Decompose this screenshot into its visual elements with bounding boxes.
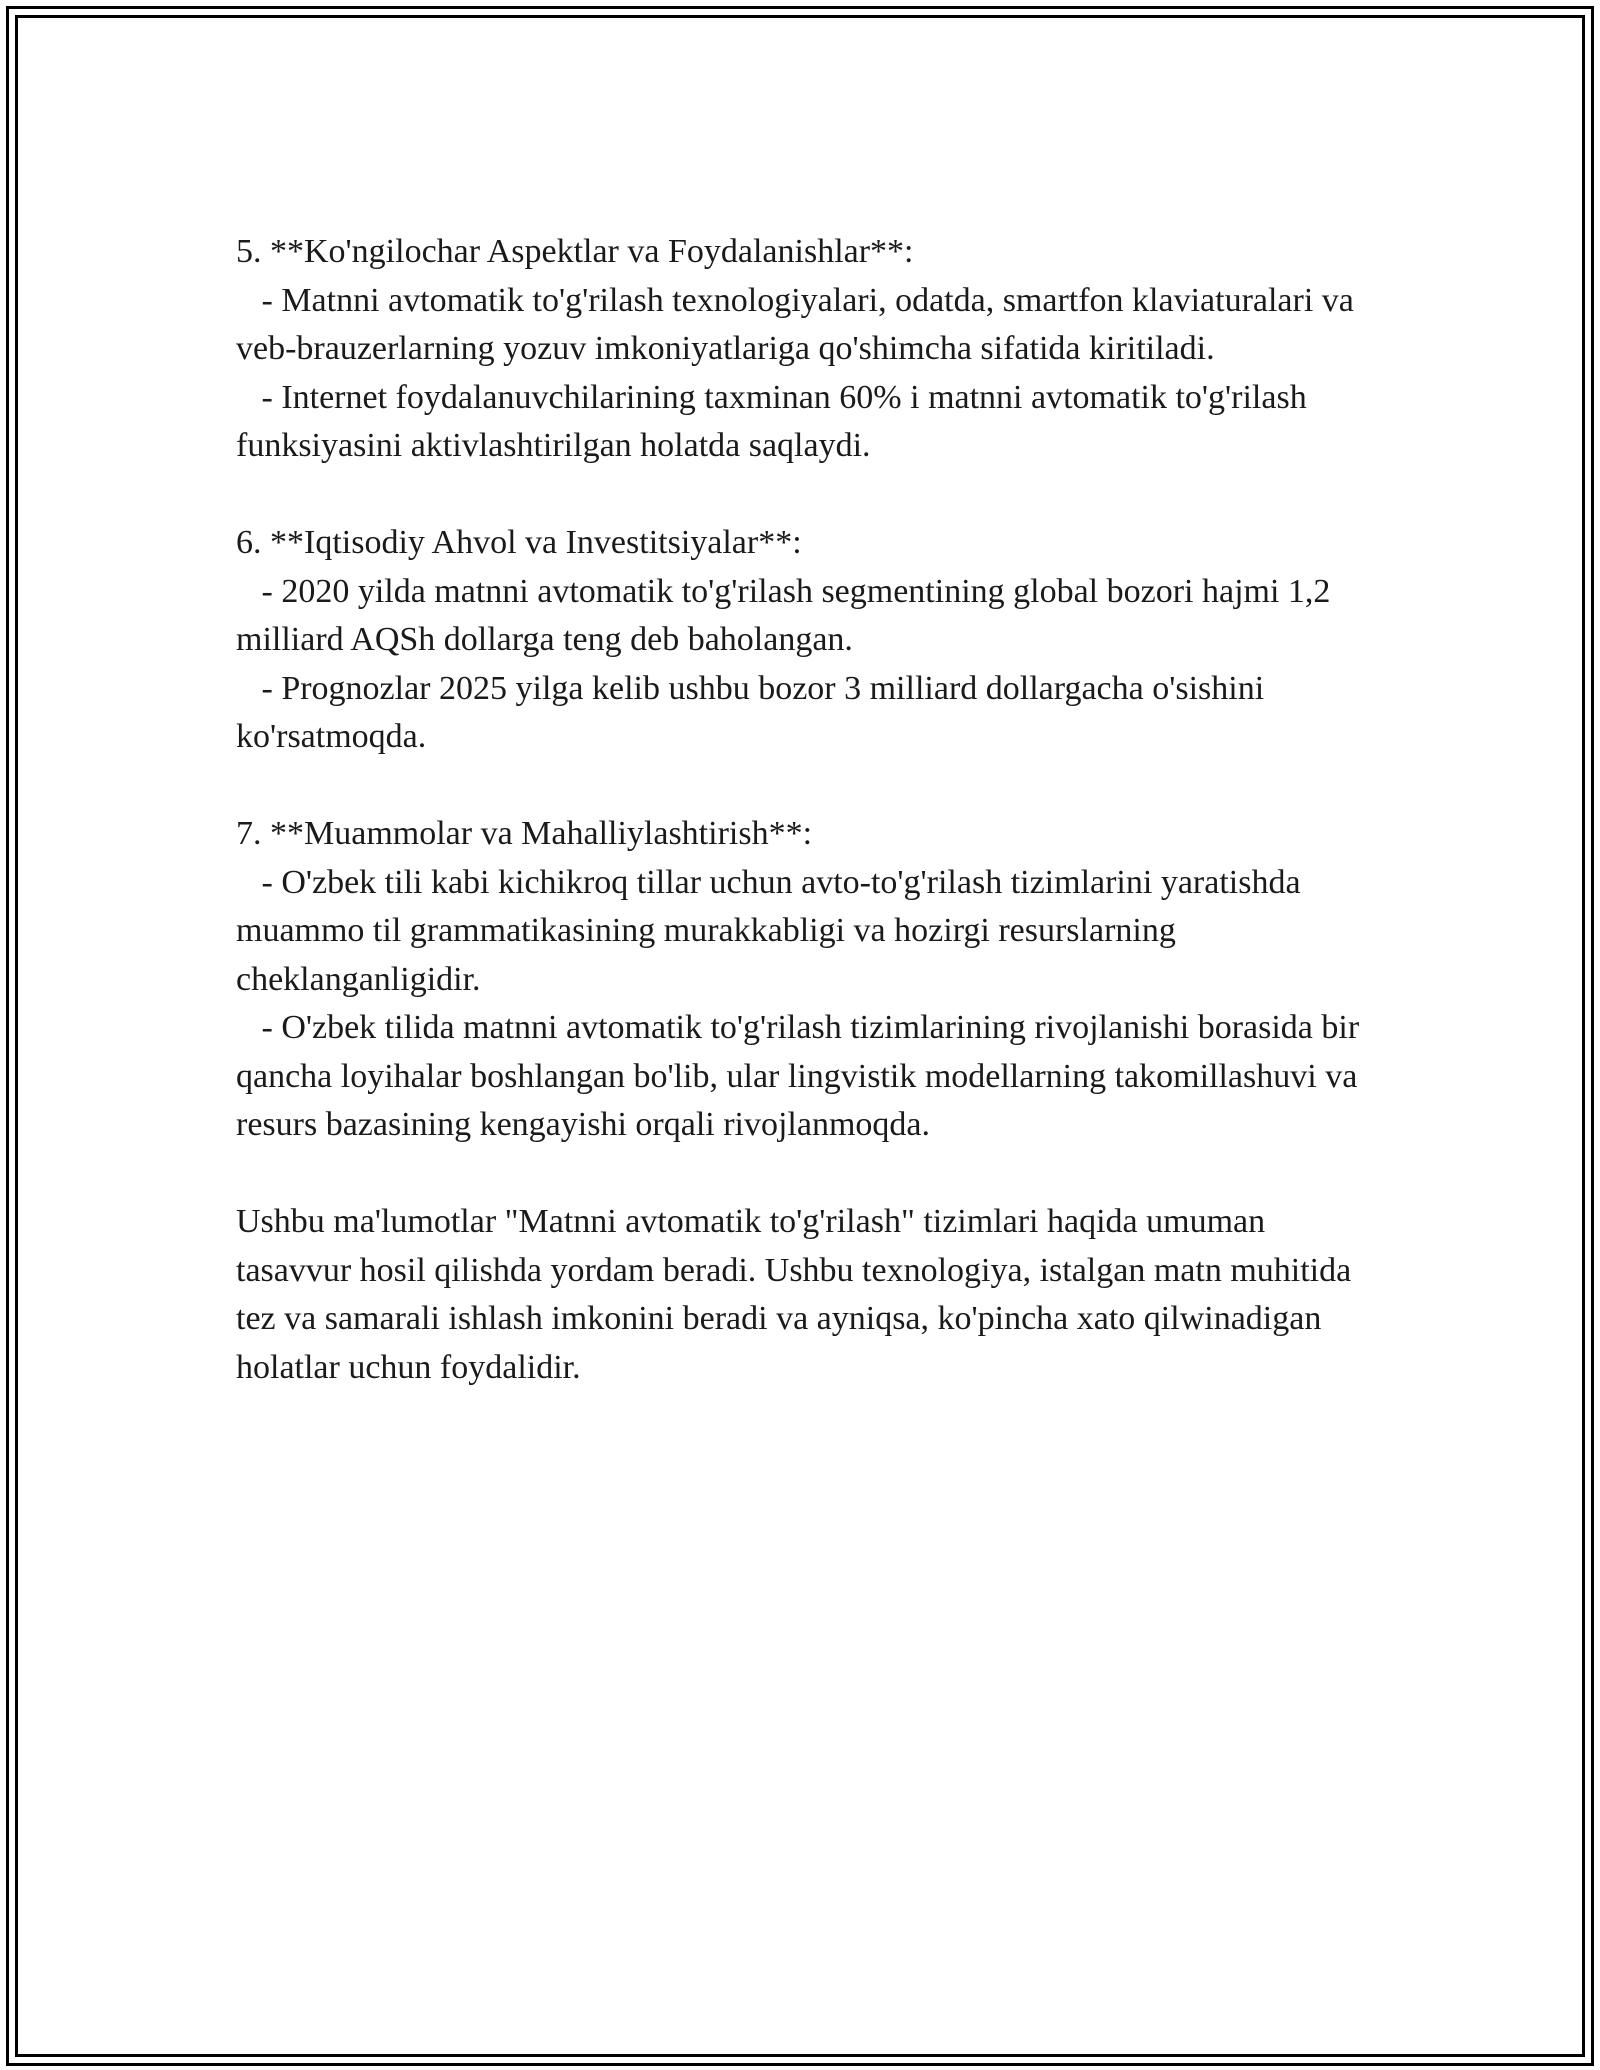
- section-bullet: - 2020 yilda matnni avtomatik to'g'rilash segmentining global bozori hajmi 1,2 milliard AQSh dollarga teng deb baholangan.: [236, 572, 1339, 658]
- section-heading: 7. **Muammolar va Mahalliylashtirish**:: [236, 815, 813, 852]
- section-bullet: - O'zbek tilida matnni avtomatik to'g'rilash tizimlarining rivojlanishi borasida bir qancha loyihalar boshlangan bo'lib, ular lingvistik modellarning takomillashuvi va resurs bazasining kengayishi orqali rivojlanmoqda.: [236, 1009, 1368, 1143]
- paragraph-gap: [236, 762, 1376, 811]
- section-heading: 5. **Ko'ngilochar Aspektlar va Foydalanishlar**:: [236, 233, 914, 270]
- paragraph-gap: [236, 471, 1376, 520]
- paragraph-gap: [236, 1150, 1376, 1199]
- section-5: [236, 228, 1376, 471]
- section-bullet: - Prognozlar 2025 yilga kelib ushbu bozor 3 milliard dollargacha o'sishini ko'rsatmoqda.: [236, 669, 1273, 755]
- section-heading: 6. **Iqtisodiy Ahvol va Investitsiyalar**:: [236, 524, 802, 561]
- section-bullet: - Internet foydalanuvchilarining taxminan 60% i matnni avtomatik to'g'rilash funksiyasini aktivlashtirilgan holatda saqlaydi.: [236, 378, 1316, 464]
- section-6: [236, 519, 1376, 762]
- section-bullet: - Matnni avtomatik to'g'rilash texnologiyalari, odatda, smartfon klaviaturalari va veb-brauzerlarning yozuv imkoniyatlariga qo'shimcha sifatida kiritiladi.: [236, 281, 1363, 367]
- document-body: [236, 228, 1376, 1392]
- section-7: [236, 810, 1376, 1150]
- section-bullet: - O'zbek tili kabi kichikroq tillar uchun avto-to'g'rilash tizimlarini yaratishda muammo til grammatikasining murakkabligi va hozirgi resurslarning cheklanganligidir.: [236, 863, 1310, 998]
- conclusion-paragraph: Ushbu ma'lumotlar "Matnni avtomatik to'g'rilash" tizimlari haqida umuman tasavvur hosil qilishda yordam beradi. Ushbu texnologiya, istalgan matn muhitida tez va samarali ishlash imkonini beradi va ayniqsa, ko'pincha xato qilwinadigan holatlar uchun foydalidir.: [236, 1203, 1360, 1386]
